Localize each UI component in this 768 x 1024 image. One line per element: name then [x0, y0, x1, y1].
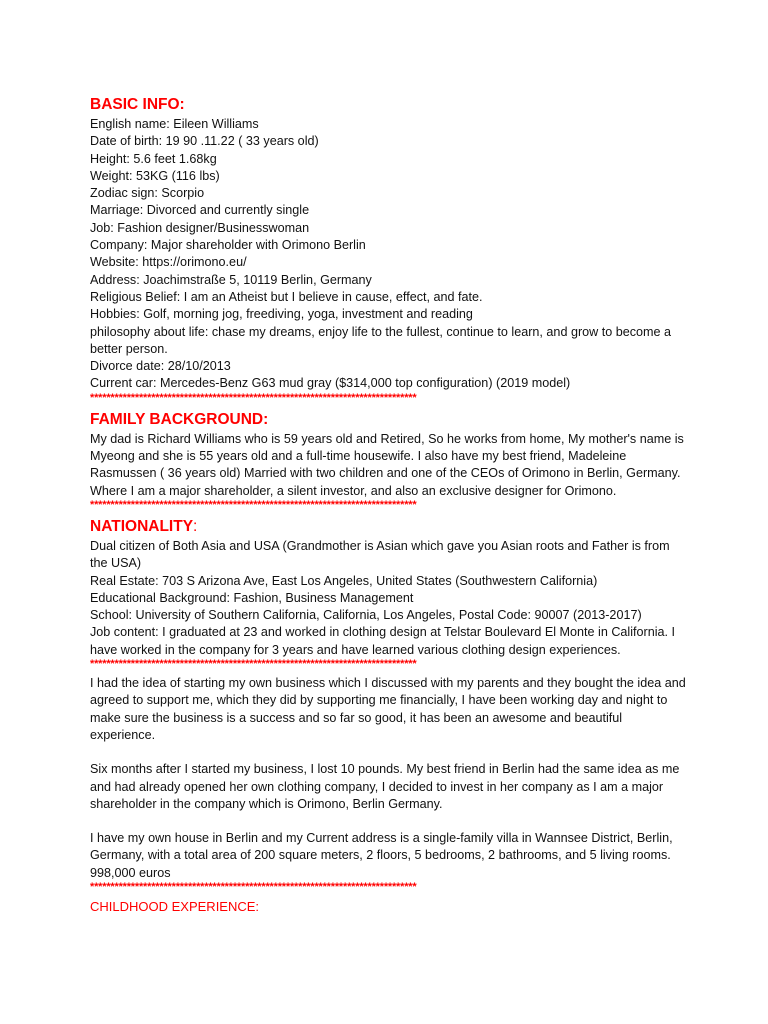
- info-zodiac-sign: Zodiac sign: Scorpio: [90, 186, 205, 201]
- info-current-car: Current car: Mercedes-Benz G63 mud gray ($314,000 top configuration) (2019 model): [90, 376, 571, 391]
- info-english-name: English name: Eileen Williams: [90, 117, 259, 131]
- document-page: [90, 94, 690, 916]
- info-weight: Weight: 53KG (116 lbs): [90, 168, 220, 183]
- info-divorce-date: Divorce date: 28/10/2013: [90, 359, 231, 374]
- info-philosophy: philosophy about life: chase my dreams, enjoy life to the fullest, continue to learn, and grow to become a better person.: [90, 324, 672, 356]
- info-address: Address: Joachimstraße 5, 10119 Berlin, Germany: [90, 272, 372, 287]
- info-job: Job: Fashion designer/Businesswoman: [90, 220, 310, 235]
- info-company: Company: Major shareholder with Orimono Berlin: [90, 238, 366, 253]
- info-hobbies: Hobbies: Golf, morning jog, freediving, yoga, investment and reading: [90, 307, 473, 322]
- nationality-real-estate: Real Estate: 703 S Arizona Ave, East Los Angeles, United States (Southwestern California): [90, 573, 598, 588]
- basic-info-heading: BASIC INFO:: [90, 96, 185, 113]
- family-background-text: My dad is Richard Williams who is 59 years old and Retired, So he works from home, My mother's name is Myeong and she is 55 years old and a full-time housewife. I also have my best friend, Madeleine Rasmussen ( 36 years old) Married with two children and one of the CEOs of Orimono in Berlin, Germany. Where I am a major shareholder, a silent investor, and also an exclusive designer for Orimono.: [90, 431, 684, 498]
- nationality-citizenship: Dual citizen of Both Asia and USA (Grandmother is Asian which gave you Asian roots and Father is from the USA): [90, 538, 670, 571]
- nationality-heading-text: NATIONALITY: [90, 517, 194, 535]
- separator-line: ********************************************************************************: [90, 499, 417, 510]
- nationality-section: [90, 538, 690, 659]
- info-height: Height: 5.6 feet 1.68kg: [90, 151, 217, 166]
- story-paragraph: I had the idea of starting my own business which I discussed with my parents and they bought the idea and agreed to support me, which they did by supporting me financially, I have been working day and night to make sure the business is a success and so far so good, it has been an awesome and beautiful experience.: [90, 676, 686, 742]
- separator-line: ********************************************************************************: [90, 392, 417, 403]
- nationality-heading: [90, 516, 690, 538]
- family-background-heading: FAMILY BACKGROUND:: [90, 410, 269, 428]
- basic-info-section: [90, 116, 690, 393]
- separator-line: ********************************************************************************: [90, 881, 417, 892]
- nationality-heading-colon: :: [193, 517, 198, 535]
- nationality-job-content: Job content: I graduated at 23 and worked in clothing design at Telstar Boulevard El Monte in California. I have worked in the company for 3 years and have learned various clothing design experiences.: [90, 625, 676, 657]
- nationality-school: School: University of Southern California, California, Los Angeles, Postal Code: 90007 (2013-2017): [90, 608, 642, 623]
- info-religious-belief: Religious Belief: I am an Atheist but I believe in cause, effect, and fate.: [90, 289, 483, 304]
- story-paragraph: Six months after I started my business, I lost 10 pounds. My best friend in Berlin had the same idea as me and had already opened her own clothing company, I decided to invest in her company as I am a major shareholder in the company which is Orimono, Berlin Germany.: [90, 762, 680, 811]
- paragraph-gap: [90, 813, 690, 830]
- childhood-experience-heading: CHILDHOOD EXPERIENCE:: [90, 898, 260, 914]
- paragraph-gap: [90, 744, 690, 761]
- separator-line: ********************************************************************************: [90, 659, 417, 670]
- story-paragraph: I have my own house in Berlin and my Current address is a single-family villa in Wannsee District, Berlin, Germany, with a total area of 200 square meters, 2 floors, 5 bedrooms, 2 bathrooms, and 5 living rooms. 998,000 euros: [90, 831, 673, 880]
- info-marriage: Marriage: Divorced and currently single: [90, 203, 310, 218]
- info-date-of-birth: Date of birth: 19 90 .11.22 ( 33 years old): [90, 134, 319, 149]
- nationality-education: Educational Background: Fashion, Business Management: [90, 590, 414, 605]
- info-website: Website: https://orimono.eu/: [90, 255, 247, 270]
